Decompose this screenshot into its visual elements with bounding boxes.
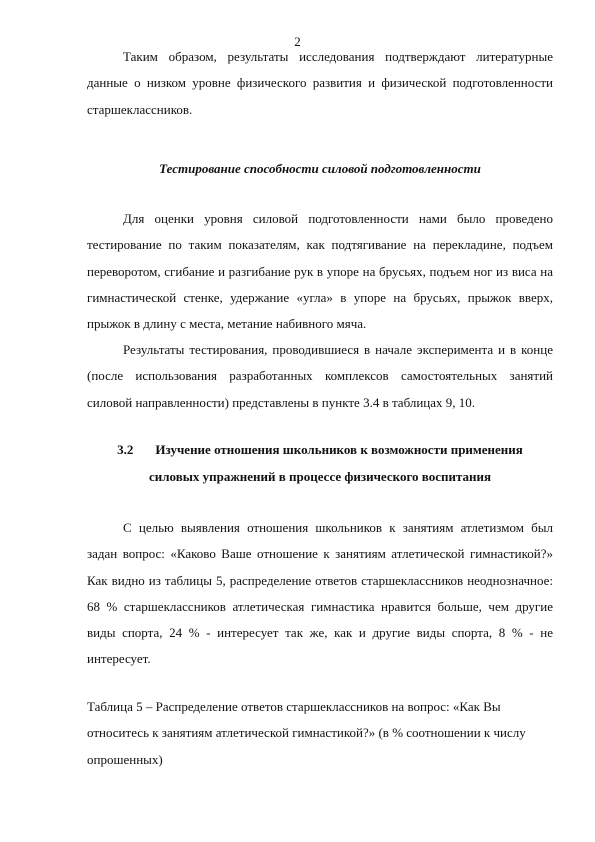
section-heading xyxy=(87,437,553,490)
paragraph-conclusion: Таким образом, результаты исследования подтверждают литературные данные о низком уровне физического развития и физической подготовленности старшеклассников. xyxy=(87,49,553,117)
paragraph-testing-results: Результаты тестирования, проводившиеся в начале эксперимента и в конце (после использования разработанных комплексов самостоятельных занятий силовой направленности) представлены в пункте 3.4 в таблицах 9, 10. xyxy=(87,342,553,410)
paragraph-testing-description: Для оценки уровня силовой подготовленности нами было проведено тестирование по таким показателям, как подтягивание на перекладине, подъем переворотом, сгибание и разгибание рук в упоре на брусьях, подъем ног из виса на гимнастической стенке, удержание «угла» в упоре на брусьях, прыжок вверх, прыжок в длину с места, метание набивного мяча. xyxy=(87,211,553,332)
paragraph-survey: С целью выявления отношения школьников к занятиям атлетизмом был задан вопрос: «Каково Ваше отношение к занятиям атлетической гимнастикой?» Как видно из таблицы 5, распределение ответов старшеклассников неоднозначное: 68 % старшеклассников атлетическая гимнастика нравится больше, чем другие виды спорта, 24 % - интересует так же, как и другие виды спорта, 8 % - не интересует. xyxy=(87,520,553,667)
page-number: 2 xyxy=(294,34,301,49)
table-caption: Таблица 5 – Распределение ответов старшеклассников на вопрос: «Как Вы относитесь к занятиям атлетической гимнастикой?» (в % соотношении к числу опрошенных) xyxy=(87,699,526,767)
section-number: 3.2 xyxy=(117,442,134,457)
subheading-strength-testing: Тестирование способности силовой подготовленности xyxy=(159,161,481,176)
section-title-line-1: Изучение отношения школьников к возможности применения xyxy=(155,442,523,457)
section-title-line-2: силовых упражнений в процессе физического воспитания xyxy=(148,468,492,484)
section-heading-line-1 xyxy=(87,437,553,464)
